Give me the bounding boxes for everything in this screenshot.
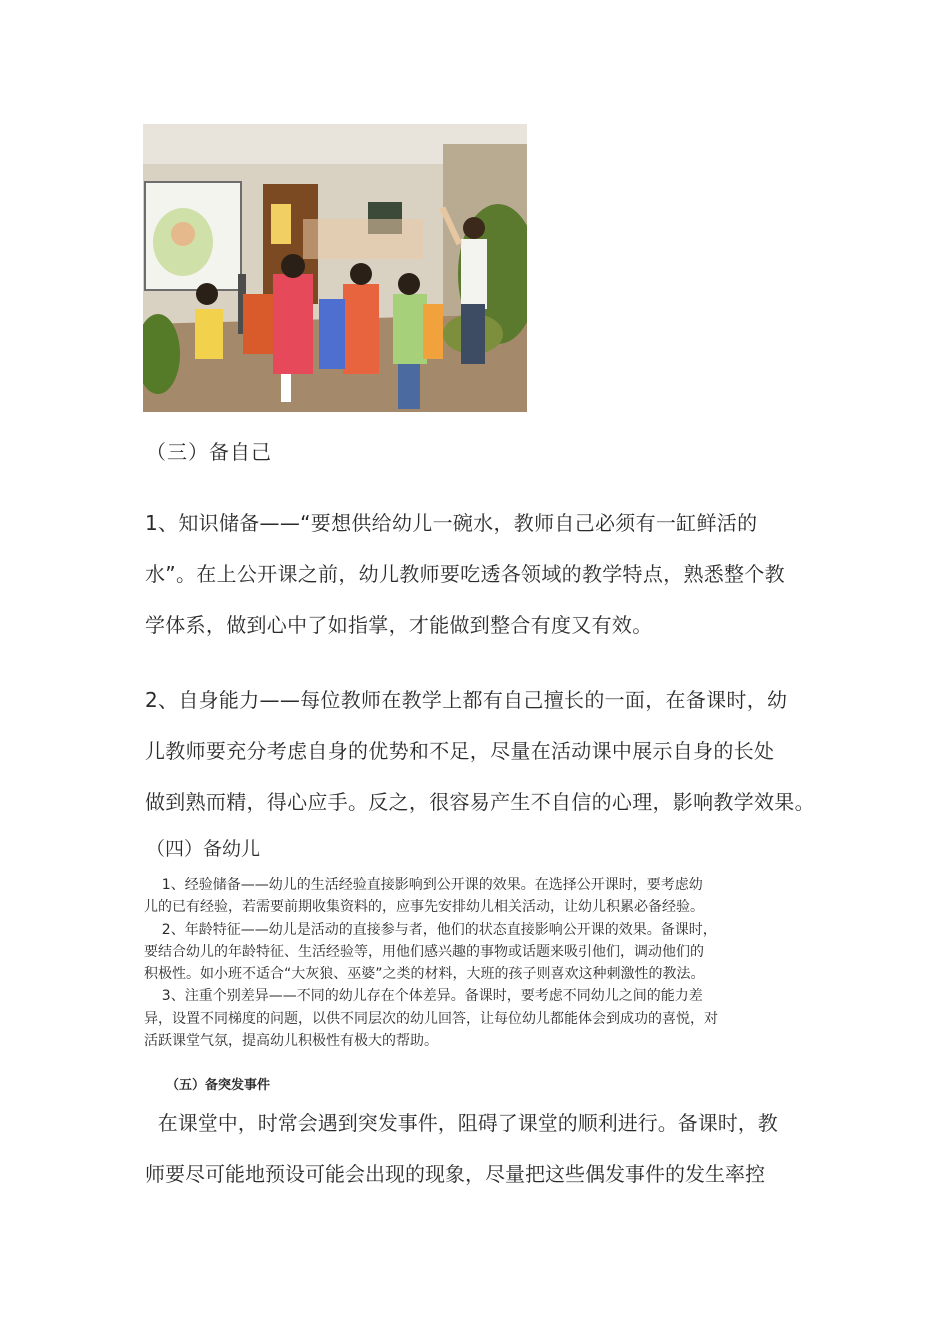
paragraph-line: 学体系，做到心中了如指掌，才能做到整合有度又有效。 <box>145 613 653 637</box>
paragraph-line: 在课堂中，时常会遇到突发事件，阻碍了课堂的顺利进行。备课时，教 <box>145 1111 778 1135</box>
paragraph-line: 2、年龄特征——幼儿是活动的直接参与者，他们的状态直接影响公开课的效果。备课时， <box>144 921 717 938</box>
paragraph-line: 1、知识储备——“要想供给幼儿一碗水，教师自己必须有一缸鲜活的 <box>145 511 758 535</box>
paragraph-line: 2、自身能力——每位教师在教学上都有自己擅长的一面，在备课时，幼 <box>145 688 788 712</box>
paragraph-line: 积极性。如小班不适合“大灰狼、巫婆”之类的材料，大班的孩子则喜欢这种刺激性的教法。 <box>144 966 705 983</box>
emergency-paragraph <box>145 1108 825 1210</box>
paragraph-line: 做到熟而精，得心应手。反之，很容易产生不自信的心理，影响教学效果。 <box>145 790 815 814</box>
prepare-children-paragraph <box>144 874 814 1052</box>
section-3-heading: （三）备自己 <box>146 440 272 464</box>
paragraph-line: 1、经验储备——幼儿的生活经验直接影响到公开课的效果。在选择公开课时，要考虑幼 <box>144 877 703 893</box>
self-ability-paragraph <box>145 685 825 838</box>
paragraph-line: 3、注重个别差异——不同的幼儿存在个体差异。备课时，要考虑不同幼儿之间的能力差 <box>144 988 703 1005</box>
paragraph-line: 水”。在上公开课之前，幼儿教师要吃透各领域的教学特点，熟悉整个教 <box>145 562 785 586</box>
paragraph-line: 儿的已有经验，若需要前期收集资料的，应事先安排幼儿相关活动，让幼儿积累必备经验。 <box>144 899 704 916</box>
section-4-heading: （四）备幼儿 <box>146 838 261 860</box>
knowledge-reserve-paragraph <box>145 508 825 661</box>
paragraph-line: 活跃课堂气氛，提高幼儿积极性有极大的帮助。 <box>144 1033 438 1050</box>
paragraph-line: 师要尽可能地预设可能会出现的现象，尽量把这些偶发事件的发生率控 <box>145 1162 765 1186</box>
section-5-heading: （五）备突发事件 <box>166 1078 271 1093</box>
paragraph-line: 要结合幼儿的年龄特征、生活经验等，用他们感兴趣的事物或话题来吸引他们，调动他们的 <box>144 943 704 960</box>
paragraph-line: 异，设置不同梯度的问题，以供不同层次的幼儿回答，让每位幼儿都能体会到成功的喜悦，对 <box>144 1010 718 1027</box>
paragraph-line: 儿教师要充分考虑自身的优势和不足，尽量在活动课中展示自身的长处 <box>145 739 775 763</box>
classroom-photo <box>143 124 527 412</box>
